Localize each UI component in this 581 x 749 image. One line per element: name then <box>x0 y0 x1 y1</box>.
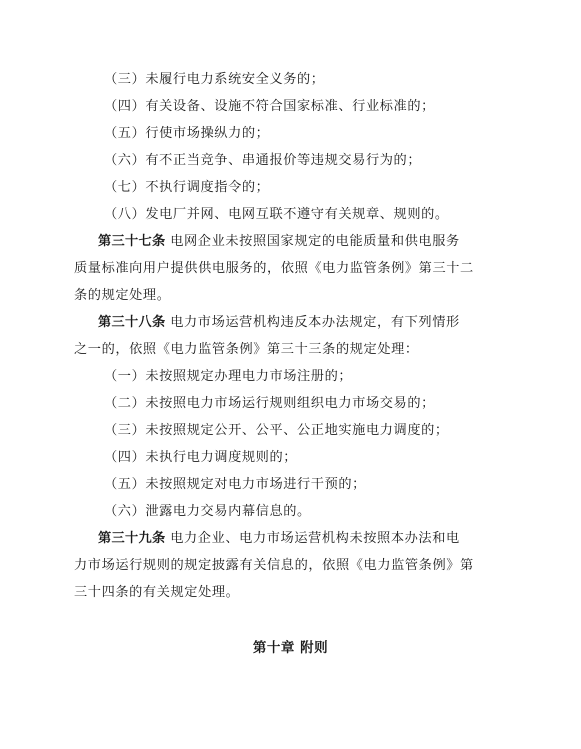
list-item: （二）未按照电力市场运行规则组织电力市场交易的； <box>104 396 435 411</box>
list-item: （四）有关设备、设施不符合国家标准、行业标准的； <box>104 99 435 114</box>
article-38-label: 第三十八条 <box>98 315 166 330</box>
list-item: （三）未履行电力系统安全义务的； <box>104 72 325 87</box>
article-38-line-2: 之一的，依照《电力监管条例》第三十三条的规定处理： <box>74 342 419 357</box>
article-38-line-1 <box>98 314 460 332</box>
article-39-line-2: 力市场运行规则的规定披露有关信息的，依照《电力监管条例》第 <box>74 558 474 573</box>
article-39-label: 第三十九条 <box>98 531 166 546</box>
list-item: （五）行使市场操纵力的； <box>104 126 270 141</box>
list-item: （七）不执行调度指令的； <box>104 180 270 195</box>
article-39-line-1 <box>98 530 460 548</box>
list-item: （五）未按照规定对电力市场进行干预的； <box>104 477 366 492</box>
article-37-line-2: 质量标准向用户提供供电服务的，依照《电力监管条例》第三十二 <box>74 261 474 276</box>
list-item: （六）泄露电力交易内幕信息的。 <box>104 504 311 519</box>
article-38-text: 电力市场运营机构违反本办法规定，有下列情形 <box>170 315 460 330</box>
list-item: （六）有不正当竞争、串通报价等违规交易行为的； <box>104 153 422 168</box>
chapter-heading: 第十章 附则 <box>252 640 329 656</box>
article-39-text: 电力企业、电力市场运营机构未按照本办法和电 <box>170 531 460 546</box>
list-item: （四）未执行电力调度规则的； <box>104 450 298 465</box>
article-37-line-3: 条的规定处理。 <box>74 288 171 303</box>
article-37-text: 电网企业未按照国家规定的电能质量和供电服务 <box>170 234 460 249</box>
article-37-label: 第三十七条 <box>98 234 166 249</box>
list-item: （八）发电厂并网、电网互联不遵守有关规章、规则的。 <box>104 207 449 222</box>
list-item: （一）未按照规定办理电力市场注册的； <box>104 369 353 384</box>
article-39-line-3: 三十四条的有关规定处理。 <box>74 585 240 600</box>
article-37-line-1 <box>98 233 460 251</box>
list-item: （三）未按照规定公开、公平、公正地实施电力调度的； <box>104 423 449 438</box>
